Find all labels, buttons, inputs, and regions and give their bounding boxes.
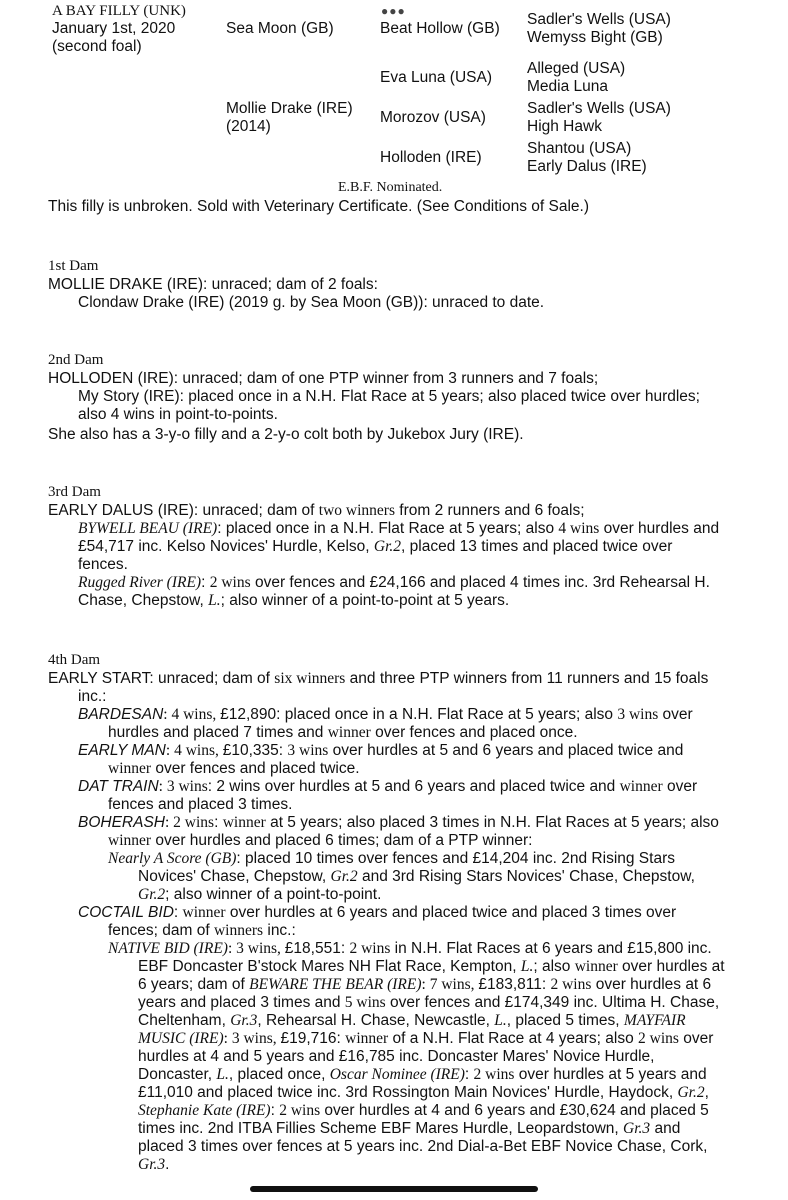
ssd: Wemyss Bight (GB): [527, 29, 663, 46]
ebf-nominated: E.B.F. Nominated.: [338, 180, 443, 195]
fourth-dam-intro-2: inc.:: [78, 688, 107, 705]
second-dam-heading: 2nd Dam: [48, 352, 104, 368]
dds: Shantou (USA): [527, 140, 632, 157]
rugged-river-line2: Chase, Chepstow, L.; also winner of a point-to-point at 5 years.: [78, 592, 510, 609]
boherash-line2: winner over hurdles and placed 6 times; dam of a PTP winner:: [108, 832, 533, 849]
dam: Mollie Drake (IRE): [226, 100, 353, 117]
coctail-bid-line2: fences; dam of winners inc.:: [108, 922, 296, 939]
horse-name: NATIVE BID (IRE): [108, 940, 228, 957]
horse-name: BYWELL BEAU (IRE): [78, 520, 218, 537]
native-bid-line2: EBF Doncaster B'stock Mares NH Flat Race, Kempton, L.; also winner over hurdles at: [138, 958, 725, 975]
bardesan-line2: hurdles and placed 7 times and winner over fences and placed once.: [108, 724, 578, 741]
conditions-text: This filly is unbroken. Sold with Veterinary Certificate. (See Conditions of Sale.): [48, 198, 590, 215]
sdd: Media Luna: [527, 78, 609, 95]
first-dam-line1: MOLLIE DRAKE (IRE): unraced; dam of 2 foals:: [48, 276, 378, 293]
dat-train-line2: fences and placed 3 times.: [108, 796, 293, 813]
bywell-beau-line2: £54,717 inc. Kelso Novices' Hurdle, Kelso, Gr.2, placed 13 times and placed twice over: [78, 538, 673, 555]
horse-name: Nearly A Score (GB): [108, 850, 237, 867]
sds: Alleged (USA): [527, 60, 626, 77]
sss: Sadler's Wells (USA): [527, 11, 671, 28]
native-bid-line8: Doncaster, L., placed once, Oscar Nominee (IRE): 2 wins over hurdles at 5 years and: [138, 1066, 707, 1083]
bardesan-line1: BARDESAN: 4 wins, £12,890: placed once in a N.H. Flat Race at 5 years; also 3 wins over: [78, 706, 693, 723]
second-dam-line4: She also has a 3-y-o filly and a 2-y-o colt both by Jukebox Jury (IRE).: [48, 426, 524, 443]
dss: Sadler's Wells (USA): [527, 100, 671, 117]
coctail-bid-line1: COCTAIL BID: winner over hurdles at 6 years and placed twice and placed 3 times over: [78, 904, 677, 921]
native-bid-line1: NATIVE BID (IRE): 3 wins, £18,551: 2 wins in N.H. Flat Races at 6 years and £15,800 inc.: [108, 940, 712, 957]
lot-title: A BAY FILLY (UNK): [52, 3, 186, 19]
second-dam-line3: also 4 wins in point-to-points.: [78, 406, 278, 423]
native-bid-line7: hurdles at 4 and 5 years and £16,785 inc. Doncaster Mares' Novice Hurdle,: [138, 1048, 655, 1065]
rugged-river-line1: Rugged River (IRE): 2 wins over fences and £24,166 and placed 4 times inc. 3rd Rehearsal H.: [78, 574, 710, 591]
native-bid-line6: MUSIC (IRE): 3 wins, £19,716: winner of a N.H. Flat Race at 4 years; also 2 wins over: [138, 1030, 714, 1047]
horse-name: COCTAIL BID: [78, 904, 174, 921]
native-bid-line5: Cheltenham, Gr.3, Rehearsal H. Chase, Newcastle, L., placed 5 times, MAYFAIR: [138, 1012, 686, 1029]
foal-date: January 1st, 2020: [52, 20, 176, 37]
sire: Sea Moon (GB): [226, 20, 334, 37]
dam-sire: Morozov (USA): [380, 109, 486, 126]
fourth-dam-intro: EARLY START: unraced; dam of six winners and three PTP winners from 11 runners and 15 foals: [48, 670, 709, 687]
sire-dam: Eva Luna (USA): [380, 69, 492, 86]
horse-name: BOHERASH: [78, 814, 165, 831]
nearly-a-score-line3: Gr.2; also winner of a point-to-point.: [138, 886, 382, 903]
first-dam-line2: Clondaw Drake (IRE) (2019 g. by Sea Moon (GB)): unraced to date.: [78, 294, 545, 311]
native-bid-line12: placed 3 times over fences at 5 years inc. 2nd Dial-a-Bet EBF Novice Chase, Cork,: [138, 1138, 708, 1155]
dam-year: (2014): [226, 118, 271, 135]
nearly-a-score-line2: Novices' Chase, Chepstow, Gr.2 and 3rd Rising Stars Novices' Chase, Chepstow,: [138, 868, 695, 885]
boherash-line1: BOHERASH: 2 wins: winner at 5 years; also placed 3 times in N.H. Flat Races at 5 years; also: [78, 814, 719, 831]
dsd: High Hawk: [527, 118, 602, 135]
horse-name: EARLY MAN: [78, 742, 166, 759]
native-bid-line13: Gr.3.: [138, 1156, 170, 1173]
sire-sire: Beat Hollow (GB): [380, 20, 500, 37]
ddd: Early Dalus (IRE): [527, 158, 647, 175]
early-man-line1: EARLY MAN: 4 wins, £10,335: 3 wins over hurdles at 5 and 6 years and placed twice and: [78, 742, 684, 759]
early-man-line2: winner over fences and placed twice.: [108, 760, 360, 777]
third-dam-heading: 3rd Dam: [48, 484, 101, 500]
foal-note: (second foal): [52, 38, 142, 55]
horse-name: DAT TRAIN: [78, 778, 159, 795]
second-dam-line2: My Story (IRE): placed once in a N.H. Flat Race at 5 years; also placed twice over hurdles;: [78, 388, 700, 405]
second-dam-line1: HOLLODEN (IRE): unraced; dam of one PTP winner from 3 runners and 7 foals;: [48, 370, 599, 387]
horse-name: Rugged River (IRE): [78, 574, 202, 591]
native-bid-line3: 6 years; dam of BEWARE THE BEAR (IRE): 7 wins, £183,811: 2 wins over hurdles at 6: [138, 976, 712, 993]
native-bid-line4: years and placed 3 times and 5 wins over fences and £174,349 inc. Ultima H. Chase,: [138, 994, 720, 1011]
native-bid-line9: £11,010 and placed twice inc. 3rd Rossington Main Novices' Hurdle, Haydock, Gr.2,: [138, 1084, 709, 1101]
fourth-dam-heading: 4th Dam: [48, 652, 101, 668]
native-bid-line11: times inc. 2nd ITBA Fillies Scheme EBF Mares Hurdle, Leopardstown, Gr.3 and: [138, 1120, 681, 1137]
dat-train-line1: DAT TRAIN: 3 wins: 2 wins over hurdles at 5 and 6 years and placed twice and winner over: [78, 778, 698, 795]
third-dam-intro: EARLY DALUS (IRE): unraced; dam of two winners from 2 runners and 6 foals;: [48, 502, 585, 519]
home-indicator[interactable]: [250, 1186, 538, 1192]
more-dots-icon[interactable]: ●●●: [381, 4, 406, 18]
first-dam-heading: 1st Dam: [48, 258, 99, 274]
nearly-a-score-line1: Nearly A Score (GB): placed 10 times over fences and £14,204 inc. 2nd Rising Stars: [108, 850, 675, 867]
bywell-beau-line1: BYWELL BEAU (IRE): placed once in a N.H. Flat Race at 5 years; also 4 wins over hurdles and: [78, 520, 720, 537]
bywell-beau-line3: fences.: [78, 556, 128, 573]
native-bid-line10: Stephanie Kate (IRE): 2 wins over hurdles at 4 and 6 years and £30,624 and placed 5: [138, 1102, 709, 1119]
dam-dam: Holloden (IRE): [380, 149, 482, 166]
horse-name: BARDESAN: [78, 706, 164, 723]
